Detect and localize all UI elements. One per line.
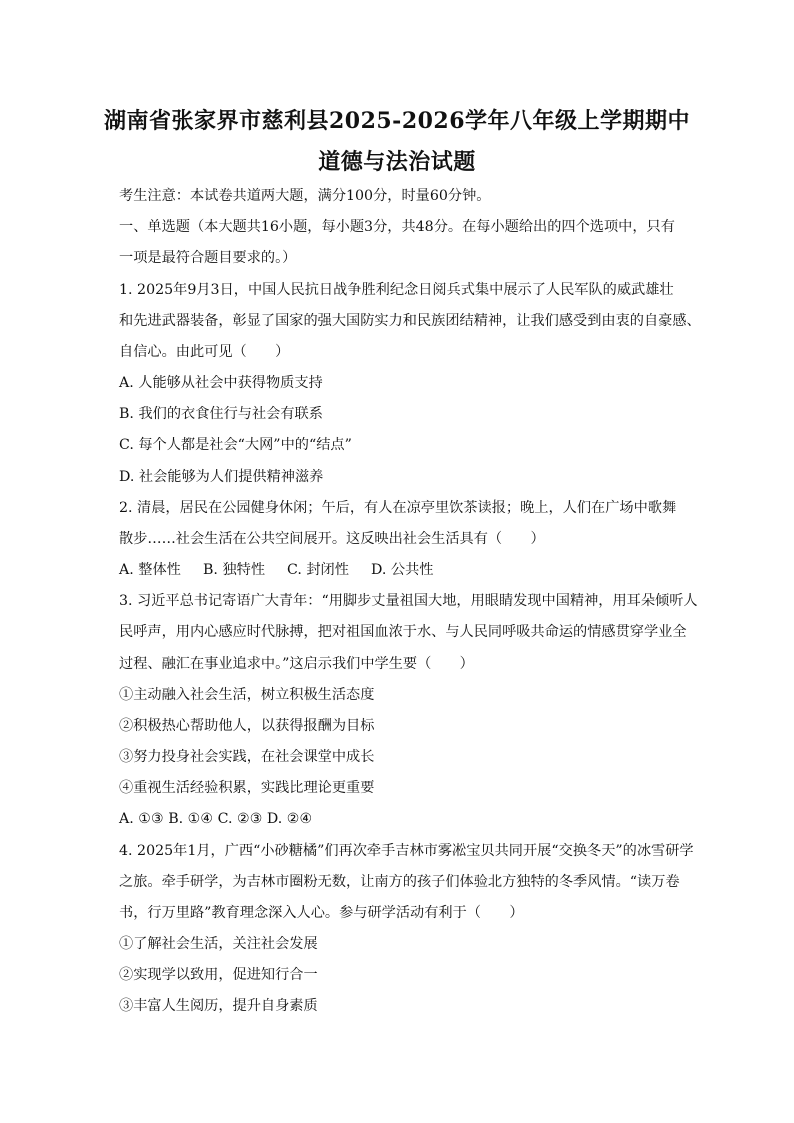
q1-option-b: B. 我们的衣食住行与社会有联系 <box>119 406 323 422</box>
q3-stem-cont: 民呼声，用内心感应时代脉搏，把对祖国血浓于水、与人民同呼吸共命运的情感贯穿学业全 <box>119 624 687 640</box>
q3-stem: 3. 习近平总书记寄语广大青年：“用脚步丈量祖国大地，用眼睛发现中国精神，用耳朵倾听人 <box>119 593 698 609</box>
q3-item-1: ①主动融入社会生活，树立积极生活态度 <box>119 687 375 703</box>
q4-stem: 4. 2025年1月，广西“小砂糖橘”们再次牵手吉林市雾凇宝贝共同开展“交换冬天”的冰雪研学 <box>119 843 694 859</box>
q1-option-d: D. 社会能够为人们提供精神滋养 <box>119 469 324 485</box>
q2-option-b: B. 独特性 <box>203 562 266 578</box>
exam-notice: 考生注意：本试卷共道两大题，满分100分，时量60分钟。 <box>119 188 491 204</box>
section-heading: 一、单选题（本大题共16小题，每小题3分，共48分。在每小题给出的四个选项中，只有 <box>119 219 675 235</box>
q2-stem: 2. 清晨，居民在公园健身休闲；午后，有人在凉亭里饮茶读报；晚上，人们在广场中歌舞 <box>119 500 677 516</box>
q2-option-a: A. 整体性 <box>119 562 181 578</box>
q1-option-a: A. 人能够从社会中获得物质支持 <box>119 375 323 391</box>
q4-stem-cont: 之旅。牵手研学，为吉林市圈粉无数，让南方的孩子们体验北方独特的冬季风情。“读万卷 <box>119 874 680 890</box>
q4-item-1: ①了解社会生活，关注社会发展 <box>119 936 318 952</box>
q3-item-3: ③努力投身社会实践，在社会课堂中成长 <box>119 749 375 765</box>
q4-item-2: ②实现学以致用，促进知行合一 <box>119 967 318 983</box>
exam-title: 湖南省张家界市慈利县2025-2026学年八年级上学期期中 <box>103 108 691 134</box>
section-heading-cont: 一项是最符合题目要求的。） <box>119 250 297 266</box>
q2-options <box>119 561 679 579</box>
exam-subtitle: 道德与法治试题 <box>318 149 476 175</box>
q3-item-4: ④重视生活经验积累，实践比理论更重要 <box>119 780 375 796</box>
q4-stem-cont: 书，行万里路”教育理念深入人心。参与研学活动有利于（ ） <box>119 905 524 921</box>
q4-item-3: ③丰富人生阅历，提升自身素质 <box>119 998 318 1014</box>
q2-option-d: D. 公共性 <box>371 562 434 578</box>
q1-stem-cont: 和先进武器装备，彰显了国家的强大国防实力和民族团结精神，让我们感受到由衷的自豪感、 <box>119 313 701 329</box>
q1-stem-cont: 自信心。由此可见（ ） <box>119 344 290 360</box>
q3-stem-cont: 过程、融汇在事业追求中。”这启示我们中学生要（ ） <box>119 656 474 672</box>
q2-stem-cont: 散步……社会生活在公共空间展开。这反映出社会生活具有（ ） <box>119 531 545 547</box>
q3-item-2: ②积极热心帮助他人，以获得报酬为目标 <box>119 718 375 734</box>
q3-options: A. ①③ B. ①④ C. ②③ D. ②④ <box>119 811 313 827</box>
q1-stem: 1. 2025年9月3日，中国人民抗日战争胜利纪念日阅兵式集中展示了人民军队的威武雄壮 <box>119 282 674 298</box>
q2-option-c: C. 封闭性 <box>287 562 349 578</box>
q1-option-c: C. 每个人都是社会“大网”中的“结点” <box>119 437 352 453</box>
